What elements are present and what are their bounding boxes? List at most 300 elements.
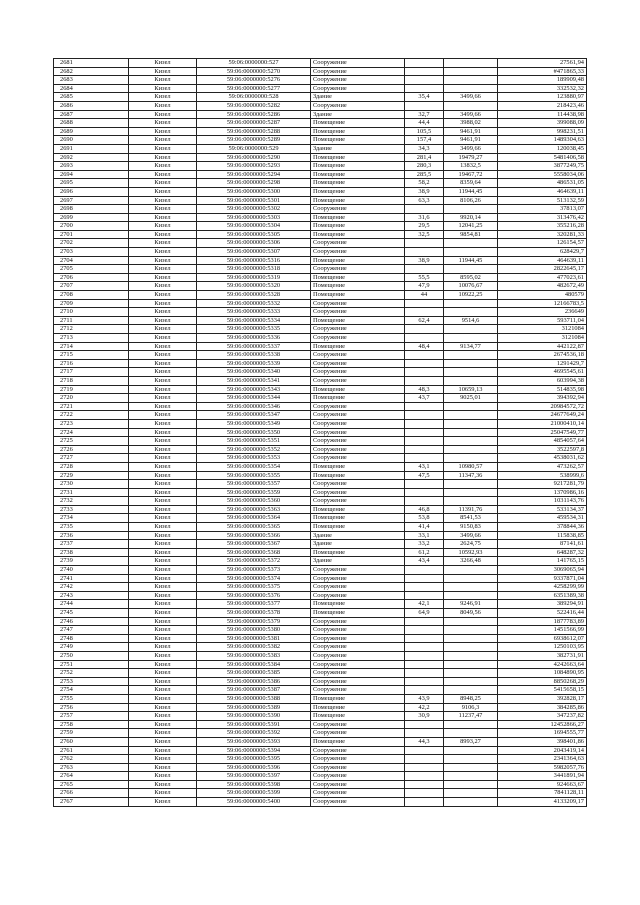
specific-value-cell (444, 411, 498, 420)
cadastral-value-cell: 12452866,27 (498, 720, 587, 729)
table-row (54, 334, 587, 343)
settlement-cell: Кизел (129, 196, 197, 205)
specific-value-cell: 9134,77 (444, 342, 498, 351)
row-number-cell: 2694 (54, 170, 129, 179)
cadastral-number-cell: 59:06:0000000:5293 (197, 162, 311, 171)
cadastral-number-cell: 59:06:0000000:5286 (197, 110, 311, 119)
cadastral-number-cell: 59:06:0000000:5289 (197, 136, 311, 145)
table-row (54, 76, 587, 85)
cadastral-number-cell: 59:06:0000000:5351 (197, 437, 311, 446)
settlement-cell: Кизел (129, 694, 197, 703)
specific-value-cell: 8948,25 (444, 694, 498, 703)
cadastral-value-cell: 1489304,63 (498, 136, 587, 145)
settlement-cell: Кизел (129, 755, 197, 764)
row-number-cell: 2740 (54, 566, 129, 575)
settlement-cell: Кизел (129, 342, 197, 351)
row-number-cell: 2764 (54, 772, 129, 781)
table-row (54, 626, 587, 635)
table-row (54, 205, 587, 214)
row-number-cell: 2718 (54, 376, 129, 385)
object-type-cell: Помещение (311, 737, 405, 746)
cadastral-value-cell: 1451566,99 (498, 626, 587, 635)
area-cell: 58,2 (405, 179, 444, 188)
table-row (54, 428, 587, 437)
table-row (54, 153, 587, 162)
settlement-cell: Кизел (129, 540, 197, 549)
specific-value-cell: 11237,47 (444, 712, 498, 721)
cadastral-number-cell: 59:06:0000000:528 (197, 93, 311, 102)
settlement-cell: Кизел (129, 497, 197, 506)
settlement-cell: Кизел (129, 617, 197, 626)
cadastral-number-cell: 59:06:0000000:5400 (197, 798, 311, 807)
settlement-cell: Кизел (129, 471, 197, 480)
object-type-cell: Сооружение (311, 746, 405, 755)
cadastral-value-cell: 7841128,11 (498, 789, 587, 798)
specific-value-cell (444, 780, 498, 789)
row-number-cell: 2684 (54, 84, 129, 93)
cadastral-number-cell: 59:06:0000000:5340 (197, 368, 311, 377)
cadastral-value-cell: 347237,82 (498, 712, 587, 721)
cadastral-number-cell: 59:06:0000000:5294 (197, 170, 311, 179)
table-row (54, 110, 587, 119)
cadastral-number-cell: 59:06:0000000:5334 (197, 316, 311, 325)
cadastral-value-cell: 1250103,95 (498, 643, 587, 652)
cadastral-number-cell: 59:06:0000000:5277 (197, 84, 311, 93)
row-number-cell: 2738 (54, 548, 129, 557)
specific-value-cell (444, 789, 498, 798)
settlement-cell: Кизел (129, 368, 197, 377)
cadastral-value-cell: 5982057,76 (498, 763, 587, 772)
row-number-cell: 2763 (54, 763, 129, 772)
cadastral-number-cell: 59:06:0000000:5306 (197, 239, 311, 248)
cadastral-number-cell: 59:06:0000000:5377 (197, 600, 311, 609)
row-number-cell: 2748 (54, 634, 129, 643)
settlement-cell: Кизел (129, 248, 197, 257)
row-number-cell: 2747 (54, 626, 129, 635)
area-cell (405, 669, 444, 678)
area-cell (405, 780, 444, 789)
cadastral-value-cell: 6938612,07 (498, 634, 587, 643)
settlement-cell: Кизел (129, 230, 197, 239)
row-number-cell: 2742 (54, 583, 129, 592)
settlement-cell: Кизел (129, 101, 197, 110)
table-row (54, 445, 587, 454)
row-number-cell: 2730 (54, 480, 129, 489)
settlement-cell: Кизел (129, 548, 197, 557)
object-type-cell: Сооружение (311, 497, 405, 506)
settlement-cell: Кизел (129, 299, 197, 308)
row-number-cell: 2746 (54, 617, 129, 626)
settlement-cell: Кизел (129, 729, 197, 738)
settlement-cell: Кизел (129, 334, 197, 343)
cadastral-value-cell: 538999,6 (498, 471, 587, 480)
cadastral-value-cell: 9337871,04 (498, 574, 587, 583)
cadastral-number-cell: 59:06:0000000:5398 (197, 780, 311, 789)
area-cell (405, 626, 444, 635)
area-cell: 63,3 (405, 196, 444, 205)
cadastral-value-cell: 480579 (498, 291, 587, 300)
row-number-cell: 2723 (54, 419, 129, 428)
cadastral-value-cell: 5415658,15 (498, 686, 587, 695)
cadastral-number-cell: 59:06:0000000:5389 (197, 703, 311, 712)
object-type-cell: Сооружение (311, 239, 405, 248)
specific-value-cell (444, 729, 498, 738)
table-row (54, 669, 587, 678)
specific-value-cell (444, 299, 498, 308)
row-number-cell: 2692 (54, 153, 129, 162)
specific-value-cell: 12041,25 (444, 222, 498, 231)
cadastral-value-table (53, 58, 587, 807)
settlement-cell: Кизел (129, 643, 197, 652)
cadastral-value-cell: 37813,07 (498, 205, 587, 214)
cadastral-number-cell: 59:06:0000000:5385 (197, 669, 311, 678)
cadastral-number-cell: 59:06:0000000:5376 (197, 591, 311, 600)
specific-value-cell (444, 746, 498, 755)
cadastral-number-cell: 59:06:0000000:5344 (197, 394, 311, 403)
object-type-cell: Помещение (311, 179, 405, 188)
table-row (54, 282, 587, 291)
cadastral-number-cell: 59:06:0000000:5382 (197, 643, 311, 652)
cadastral-number-cell: 59:06:0000000:5282 (197, 101, 311, 110)
area-cell: 280,3 (405, 162, 444, 171)
settlement-cell: Кизел (129, 316, 197, 325)
table-row (54, 316, 587, 325)
object-type-cell: Помещение (311, 505, 405, 514)
object-type-cell: Сооружение (311, 480, 405, 489)
table-row (54, 325, 587, 334)
area-cell: 43,1 (405, 462, 444, 471)
area-cell (405, 325, 444, 334)
cadastral-number-cell: 59:06:0000000:5343 (197, 385, 311, 394)
settlement-cell: Кизел (129, 153, 197, 162)
table-row (54, 170, 587, 179)
specific-value-cell: 9514,6 (444, 316, 498, 325)
cadastral-value-cell: 464639,11 (498, 187, 587, 196)
area-cell (405, 634, 444, 643)
area-cell: 64,9 (405, 609, 444, 618)
area-cell (405, 643, 444, 652)
row-number-cell: 2732 (54, 497, 129, 506)
object-type-cell: Помещение (311, 342, 405, 351)
table-row (54, 634, 587, 643)
area-cell (405, 76, 444, 85)
specific-value-cell: 3988,02 (444, 119, 498, 128)
settlement-cell: Кизел (129, 359, 197, 368)
settlement-cell: Кизел (129, 205, 197, 214)
cadastral-value-cell: 3441891,94 (498, 772, 587, 781)
table-row (54, 548, 587, 557)
cadastral-number-cell: 59:06:0000000:5288 (197, 127, 311, 136)
specific-value-cell (444, 772, 498, 781)
row-number-cell: 2689 (54, 127, 129, 136)
table-row (54, 162, 587, 171)
settlement-cell: Кизел (129, 402, 197, 411)
cadastral-value-cell: 378844,36 (498, 523, 587, 532)
settlement-cell: Кизел (129, 480, 197, 489)
cadastral-number-cell: 59:06:0000000:5396 (197, 763, 311, 772)
settlement-cell: Кизел (129, 308, 197, 317)
specific-value-cell: 13832,5 (444, 162, 498, 171)
table-row (54, 677, 587, 686)
settlement-cell: Кизел (129, 256, 197, 265)
cadastral-number-cell: 59:06:0000000:5381 (197, 634, 311, 643)
table-row (54, 248, 587, 257)
cadastral-number-cell: 59:06:0000000:5347 (197, 411, 311, 420)
specific-value-cell (444, 763, 498, 772)
row-number-cell: 2751 (54, 660, 129, 669)
settlement-cell: Кизел (129, 531, 197, 540)
cadastral-value-cell: 218423,46 (498, 101, 587, 110)
row-number-cell: 2757 (54, 712, 129, 721)
object-type-cell: Помещение (311, 213, 405, 222)
specific-value-cell (444, 626, 498, 635)
object-type-cell: Сооружение (311, 583, 405, 592)
settlement-cell: Кизел (129, 325, 197, 334)
settlement-cell: Кизел (129, 720, 197, 729)
specific-value-cell (444, 76, 498, 85)
specific-value-cell (444, 239, 498, 248)
cadastral-value-cell: 513132,59 (498, 196, 587, 205)
table-row (54, 600, 587, 609)
cadastral-number-cell: 59:06:0000000:5349 (197, 419, 311, 428)
row-number-cell: 2728 (54, 462, 129, 471)
object-type-cell: Помещение (311, 523, 405, 532)
object-type-cell: Сооружение (311, 488, 405, 497)
specific-value-cell (444, 84, 498, 93)
row-number-cell: 2758 (54, 720, 129, 729)
row-number-cell: 2727 (54, 454, 129, 463)
area-cell (405, 265, 444, 274)
settlement-cell: Кизел (129, 376, 197, 385)
cadastral-value-cell: 628429,7 (498, 248, 587, 257)
object-type-cell: Сооружение (311, 626, 405, 635)
object-type-cell: Сооружение (311, 686, 405, 695)
table-row (54, 230, 587, 239)
table-row (54, 239, 587, 248)
table-row (54, 583, 587, 592)
row-number-cell: 2685 (54, 93, 129, 102)
cadastral-value-cell: 4695545,61 (498, 368, 587, 377)
area-cell (405, 772, 444, 781)
object-type-cell: Сооружение (311, 651, 405, 660)
specific-value-cell: 11391,76 (444, 505, 498, 514)
cadastral-number-cell: 59:06:0000000:5303 (197, 213, 311, 222)
row-number-cell: 2754 (54, 686, 129, 695)
cadastral-value-cell: 332532,32 (498, 84, 587, 93)
specific-value-cell (444, 402, 498, 411)
specific-value-cell: 19479,27 (444, 153, 498, 162)
area-cell (405, 308, 444, 317)
settlement-cell: Кизел (129, 583, 197, 592)
row-number-cell: 2731 (54, 488, 129, 497)
specific-value-cell (444, 643, 498, 652)
specific-value-cell (444, 686, 498, 695)
cadastral-value-cell: 27561,94 (498, 59, 587, 68)
cadastral-value-cell: 25047549,77 (498, 428, 587, 437)
row-number-cell: 2765 (54, 780, 129, 789)
object-type-cell: Помещение (311, 127, 405, 136)
cadastral-value-cell: 1031143,76 (498, 497, 587, 506)
table-row (54, 617, 587, 626)
area-cell (405, 402, 444, 411)
settlement-cell: Кизел (129, 273, 197, 282)
row-number-cell: 2682 (54, 67, 129, 76)
object-type-cell: Здание (311, 557, 405, 566)
table-row (54, 505, 587, 514)
row-number-cell: 2688 (54, 119, 129, 128)
object-type-cell: Сооружение (311, 428, 405, 437)
table-row (54, 59, 587, 68)
settlement-cell: Кизел (129, 609, 197, 618)
cadastral-value-cell: 21000410,14 (498, 419, 587, 428)
settlement-cell: Кизел (129, 488, 197, 497)
area-cell (405, 617, 444, 626)
settlement-cell: Кизел (129, 136, 197, 145)
cadastral-value-cell: 2822645,17 (498, 265, 587, 274)
table-row (54, 394, 587, 403)
object-type-cell: Сооружение (311, 376, 405, 385)
cadastral-number-cell: 59:06:0000000:5366 (197, 531, 311, 540)
specific-value-cell (444, 351, 498, 360)
row-number-cell: 2708 (54, 291, 129, 300)
cadastral-number-cell: 59:06:0000000:5353 (197, 454, 311, 463)
object-type-cell: Помещение (311, 462, 405, 471)
settlement-cell: Кизел (129, 737, 197, 746)
specific-value-cell (444, 368, 498, 377)
settlement-cell: Кизел (129, 385, 197, 394)
area-cell (405, 720, 444, 729)
table-row (54, 101, 587, 110)
cadastral-number-cell: 59:06:0000000:5319 (197, 273, 311, 282)
settlement-cell: Кизел (129, 222, 197, 231)
cadastral-number-cell: 59:06:0000000:5333 (197, 308, 311, 317)
table-row (54, 712, 587, 721)
object-type-cell: Сооружение (311, 351, 405, 360)
cadastral-value-cell: 382731,91 (498, 651, 587, 660)
object-type-cell: Сооружение (311, 772, 405, 781)
cadastral-number-cell: 59:06:0000000:5352 (197, 445, 311, 454)
area-cell: 44,3 (405, 737, 444, 746)
table-row (54, 144, 587, 153)
settlement-cell: Кизел (129, 591, 197, 600)
settlement-cell: Кизел (129, 127, 197, 136)
specific-value-cell: 2624,75 (444, 540, 498, 549)
object-type-cell: Сооружение (311, 669, 405, 678)
row-number-cell: 2691 (54, 144, 129, 153)
specific-value-cell (444, 497, 498, 506)
table-row (54, 523, 587, 532)
cadastral-number-cell: 59:06:0000000:5332 (197, 299, 311, 308)
specific-value-cell (444, 205, 498, 214)
cadastral-value-cell: 1291429,7 (498, 359, 587, 368)
cadastral-value-cell: 522416,44 (498, 609, 587, 618)
specific-value-cell: 9246,91 (444, 600, 498, 609)
cadastral-value-cell: 924663,67 (498, 780, 587, 789)
object-type-cell: Сооружение (311, 566, 405, 575)
area-cell (405, 497, 444, 506)
cadastral-number-cell: 59:06:0000000:5354 (197, 462, 311, 471)
object-type-cell: Сооружение (311, 763, 405, 772)
object-type-cell: Сооружение (311, 368, 405, 377)
specific-value-cell: 3499,66 (444, 144, 498, 153)
table-row (54, 566, 587, 575)
row-number-cell: 2767 (54, 798, 129, 807)
object-type-cell: Сооружение (311, 84, 405, 93)
settlement-cell: Кизел (129, 651, 197, 660)
specific-value-cell: 10922,25 (444, 291, 498, 300)
table-row (54, 729, 587, 738)
table-row (54, 222, 587, 231)
cadastral-value-cell: 115838,85 (498, 531, 587, 540)
table-row (54, 471, 587, 480)
table-row (54, 694, 587, 703)
specific-value-cell (444, 798, 498, 807)
cadastral-value-cell: 998231,51 (498, 127, 587, 136)
settlement-cell: Кизел (129, 119, 197, 128)
area-cell: 41,4 (405, 523, 444, 532)
document-page (53, 58, 586, 807)
row-number-cell: 2706 (54, 273, 129, 282)
settlement-cell: Кизел (129, 265, 197, 274)
cadastral-number-cell: 59:06:0000000:5395 (197, 755, 311, 764)
cadastral-number-cell: 59:06:0000000:5365 (197, 523, 311, 532)
row-number-cell: 2705 (54, 265, 129, 274)
area-cell (405, 729, 444, 738)
row-number-cell: 2707 (54, 282, 129, 291)
area-cell: 44,4 (405, 119, 444, 128)
object-type-cell: Сооружение (311, 720, 405, 729)
area-cell: 34,3 (405, 144, 444, 153)
cadastral-number-cell: 59:06:0000000:5391 (197, 720, 311, 729)
row-number-cell: 2687 (54, 110, 129, 119)
object-type-cell: Помещение (311, 162, 405, 171)
cadastral-value-cell: 459534,31 (498, 514, 587, 523)
object-type-cell: Помещение (311, 609, 405, 618)
area-cell: 29,5 (405, 222, 444, 231)
specific-value-cell (444, 566, 498, 575)
cadastral-value-cell: 5558034,06 (498, 170, 587, 179)
area-cell: 157,4 (405, 136, 444, 145)
cadastral-value-cell: 4854057,64 (498, 437, 587, 446)
row-number-cell: 2711 (54, 316, 129, 325)
area-cell (405, 454, 444, 463)
object-type-cell: Сооружение (311, 359, 405, 368)
cadastral-number-cell: 59:06:0000000:5397 (197, 772, 311, 781)
area-cell: 46,8 (405, 505, 444, 514)
row-number-cell: 2693 (54, 162, 129, 171)
area-cell (405, 445, 444, 454)
area-cell (405, 763, 444, 772)
row-number-cell: 2761 (54, 746, 129, 755)
cadastral-value-cell: 603994,38 (498, 376, 587, 385)
table-row (54, 437, 587, 446)
specific-value-cell: 8106,26 (444, 196, 498, 205)
specific-value-cell (444, 445, 498, 454)
row-number-cell: 2724 (54, 428, 129, 437)
settlement-cell: Кизел (129, 626, 197, 635)
cadastral-number-cell: 59:06:0000000:5307 (197, 248, 311, 257)
table-row (54, 609, 587, 618)
row-number-cell: 2686 (54, 101, 129, 110)
cadastral-number-cell: 59:06:0000000:5276 (197, 76, 311, 85)
specific-value-cell (444, 574, 498, 583)
row-number-cell: 2752 (54, 669, 129, 678)
table-row (54, 651, 587, 660)
cadastral-value-cell: 389294,91 (498, 600, 587, 609)
area-cell (405, 205, 444, 214)
area-cell (405, 59, 444, 68)
settlement-cell: Кизел (129, 291, 197, 300)
